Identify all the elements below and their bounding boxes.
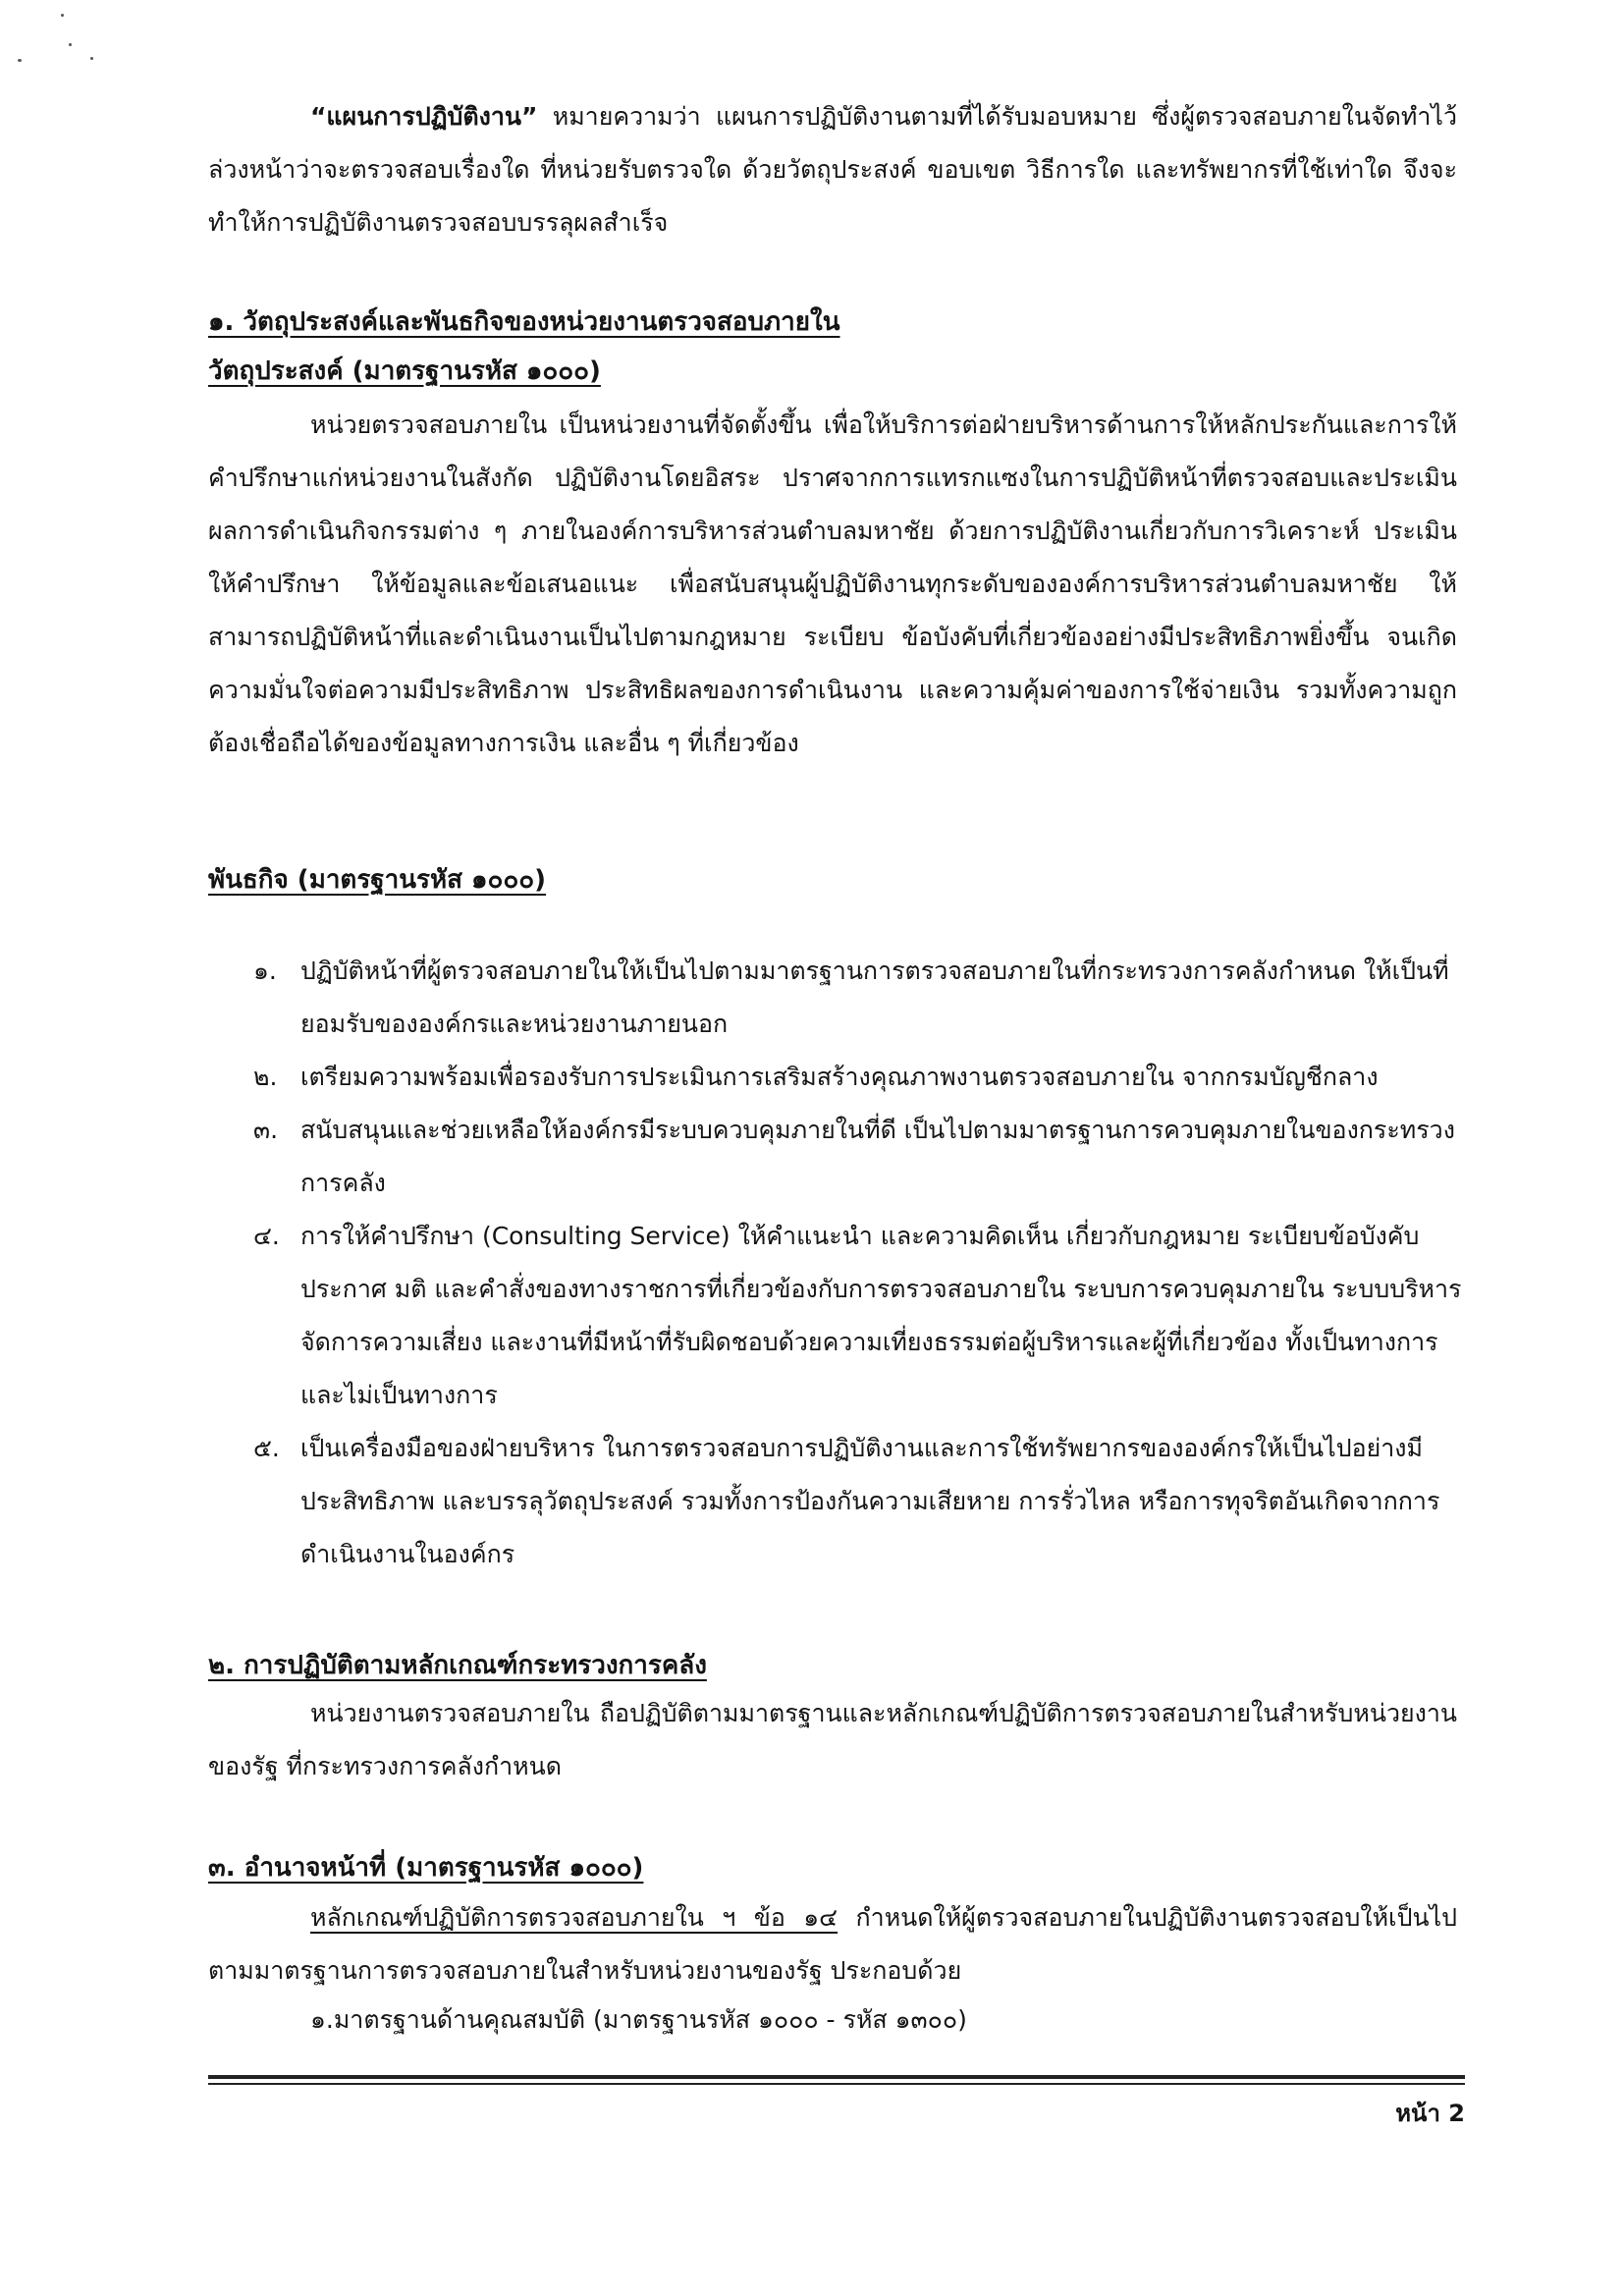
- intro-definition: หมายความว่า แผนการปฏิบัติงานตามที่ได้รับมอบหมาย ซึ่งผู้ตรวจสอบภายในจัดทำไว้ล่วงหน้าว่าจะตรวจสอบเรื่องใด ที่หน่วยรับตรวจใด ด้วยวัตถุประสงค์ ขอบเขต วิธีการใด และทรัพยากรที่ใช้เท่าใด จึงจะทำให้การปฏิบัติงานตรวจสอบบรรลุผลสำเร็จ: [208, 102, 1457, 237]
- section3-text: กำหนดให้ผู้ตรวจสอบภายในปฏิบัติงานตรวจสอบให้เป็นไปตามมาตรฐานการตรวจสอบภายในสำหรับหน่วยงานของรัฐ ประกอบด้วย: [208, 1903, 1458, 1985]
- section2-text: หน่วยงานตรวจสอบภายใน ถือปฏิบัติตามมาตรฐานและหลักเกณฑ์ปฏิบัติการตรวจสอบภายในสำหรับหน่วยงานของรัฐ ที่กระทรวงการคลังกำหนด: [208, 1699, 1457, 1780]
- mission-item-3: [253, 1104, 1471, 1210]
- mission-text: การให้คำปรึกษา (Consulting Service) ให้คำแนะนำ และความคิดเห็น เกี่ยวกับกฎหมาย ระเบียบข้อบังคับ ประกาศ มติ และคำสั่งของทางราชการที่เกี่ยวข้องกับการตรวจสอบภายใน ระบบการควบคุมภายใน ระบบบริหารจัดการความเสี่ยง และงานที่มีหน้าที่รับผิดชอบด้วยความเที่ยงธรรมต่อผู้บริหารและผู้ที่เกี่ยวข้อง ทั้งเป็นทางการและไม่เป็นทางการ: [300, 1222, 1462, 1409]
- footer-rule: [208, 2075, 1465, 2079]
- mission-item-5: [253, 1422, 1471, 1581]
- section3-reference: หลักเกณฑ์ปฏิบัติการตรวจสอบภายใน ฯ ข้อ ๑๔: [310, 1903, 839, 1932]
- section3-paragraph: [208, 1891, 1457, 1997]
- objective-text: หน่วยตรวจสอบภายใน เป็นหน่วยงานที่จัดตั้งขึ้น เพื่อให้บริการต่อฝ่ายบริหารด้านการให้หลักประกันและการให้คำปรึกษาแก่หน่วยงานในสังกัด ปฏิบัติงานโดยอิสระ ปราศจากการแทรกแซงในการปฏิบัติหน้าที่ตรวจสอบและประเมินผลการดำเนินกิจกรรมต่าง ๆ ภายในองค์การบริหารส่วนตำบลมหาชัย ด้วยการปฏิบัติงานเกี่ยวกับการวิเคราะห์ ประเมิน ให้คำปรึกษา ให้ข้อมูลและข้อเสนอแนะ เพื่อสนับสนุนผู้ปฏิบัติงานทุกระดับขององค์การบริหารส่วนตำบลมหาชัย ให้สามารถปฏิบัติหน้าที่และดำเนินงานเป็นไปตามกฎหมาย ระเบียบ ข้อบังคับที่เกี่ยวข้องอย่างมีประสิทธิภาพยิ่งขึ้น จนเกิดความมั่นใจต่อความมีประสิทธิภาพ ประสิทธิผลของการดำเนินงาน และความคุ้มค่าของการใช้จ่ายเงิน รวมทั้งความถูกต้องเชื่อถือได้ของข้อมูลทางการเงิน และอื่น ๆ ที่เกี่ยวข้อง: [208, 410, 1457, 757]
- mission-text: สนับสนุนและช่วยเหลือให้องค์กรมีระบบควบคุมภายในที่ดี เป็นไปตามมาตรฐานการควบคุมภายในของกระทรวงการคลัง: [300, 1116, 1455, 1197]
- mission-item-1: [253, 945, 1471, 1051]
- section2-title: ๒. การปฏิบัติตามหลักเกณฑ์กระทรวงการคลัง: [208, 1651, 707, 1680]
- mission-heading: พันธกิจ (มาตรฐานรหัส ๑๐๐๐): [208, 865, 547, 895]
- mission-item-2: [253, 1051, 1471, 1104]
- mission-number: ๕.: [253, 1434, 280, 1462]
- scan-speck: [90, 57, 93, 60]
- mission-text: เป็นเครื่องมือของฝ่ายบริหาร ในการตรวจสอบการปฏิบัติงานและการใช้ทรัพยากรขององค์กรให้เป็นไปอย่างมีประสิทธิภาพ และบรรลุวัตถุประสงค์ รวมทั้งการป้องกันความเสียหาย การรั่วไหล หรือการทุจริตอันเกิดจากการดำเนินงานในองค์กร: [300, 1434, 1440, 1568]
- section3-item1: ๑.มาตรฐานด้านคุณสมบัติ (มาตรฐานรหัส ๑๐๐๐ - รหัส ๑๓๐๐): [310, 2005, 967, 2034]
- intro-paragraph: [208, 90, 1457, 249]
- scan-speck: [61, 14, 64, 17]
- mission-number: ๔.: [253, 1222, 280, 1250]
- footer-rule-thin: [208, 2083, 1465, 2085]
- section3-item1-line: [208, 1994, 1457, 2047]
- section3-title: ๓. อำนาจหน้าที่ (มาตรฐานรหัส ๑๐๐๐): [208, 1853, 644, 1883]
- mission-number: ๑.: [253, 957, 277, 985]
- mission-text: เตรียมความพร้อมเพื่อรองรับการประเมินการเสริมสร้างคุณภาพงานตรวจสอบภายใน จากกรมบัญชีกลาง: [300, 1063, 1379, 1091]
- scan-speck: [18, 59, 22, 62]
- mission-number: ๓.: [253, 1116, 279, 1144]
- objective-paragraph: [208, 399, 1457, 770]
- page-number: หน้า 2: [1395, 2100, 1465, 2127]
- mission-item-4: [253, 1210, 1471, 1422]
- scan-speck: [69, 43, 72, 46]
- intro-term: “แผนการปฏิบัติงาน”: [310, 102, 538, 131]
- mission-text: ปฏิบัติหน้าที่ผู้ตรวจสอบภายในให้เป็นไปตามมาตรฐานการตรวจสอบภายในที่กระทรวงการคลังกำหนด ให้เป็นที่ยอมรับขององค์กรและหน่วยงานภายนอก: [300, 957, 1449, 1038]
- section2-paragraph: [208, 1687, 1457, 1793]
- mission-list: [253, 945, 1471, 1581]
- mission-number: ๒.: [253, 1063, 278, 1091]
- objective-heading: วัตถุประสงค์ (มาตรฐานรหัส ๑๐๐๐): [208, 356, 601, 386]
- section1-title: ๑. วัตถุประสงค์และพันธกิจของหน่วยงานตรวจสอบภายใน: [208, 307, 840, 337]
